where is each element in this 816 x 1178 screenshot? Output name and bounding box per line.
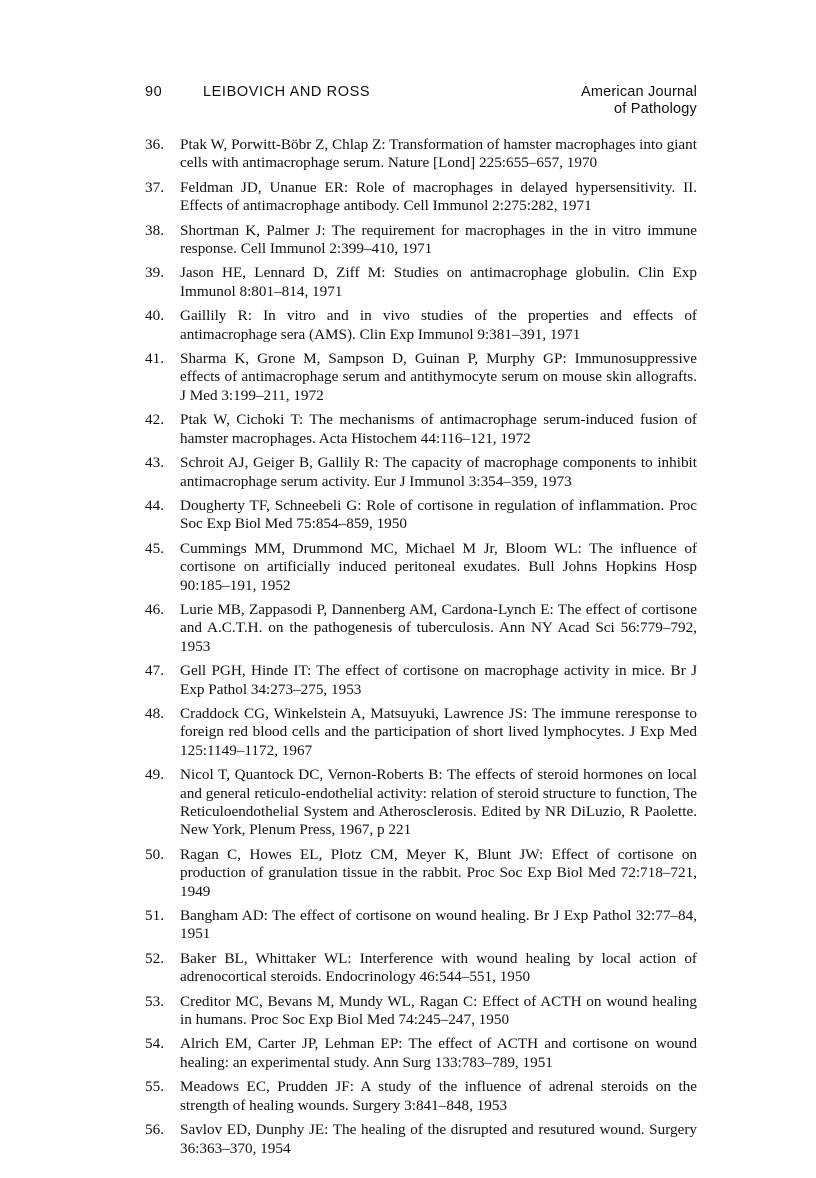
reference-item [145, 1035, 697, 1072]
reference-number: 51. [145, 907, 164, 925]
reference-text: Feldman JD, Unanue ER: Role of macrophages in delayed hypersensitivity. II. Effects of antimacrophage antibody. Cell Immunol 2:275:282, 1971 [180, 178, 697, 215]
reference-number: 43. [145, 454, 164, 472]
reference-number: 45. [145, 539, 164, 557]
reference-text: Savlov ED, Dunphy JE: The healing of the disrupted and resutured wound. Surgery 36:363–370, 1954 [180, 1121, 697, 1157]
reference-item [145, 540, 697, 595]
reference-text: Jason HE, Lennard D, Ziff M: Studies on antimacrophage globulin. Clin Exp Immunol 8:801–814, 1971 [180, 264, 697, 300]
reference-list [145, 136, 697, 1164]
reference-item [145, 705, 697, 760]
reference-text: Sharma K, Grone M, Sampson D, Guinan P, Murphy GP: Immunosuppressive effects of antimacrophage serum and antithymocyte serum on mouse skin allografts. J Med 3:199–211, 1972 [180, 350, 697, 404]
reference-item [145, 264, 697, 301]
reference-text: Ragan C, Howes EL, Plotz CM, Meyer K, Blunt JW: Effect of cortisone on production of granulation tissue in the rabbit. Proc Soc Exp Biol Med 72:718–721, 1949 [180, 845, 697, 900]
reference-number: 40. [145, 307, 164, 325]
reference-item [145, 222, 697, 259]
reference-text: Nicol T, Quantock DC, Vernon-Roberts B: The effects of steroid hormones on local and general reticulo-endothelial activity: relation of steroid structure to function, The Reticuloendothelial System and Atherosclerosis. Edited by NR DiLuzio, R Paolette. New York, Plenum Press, 1967, p 221 [180, 766, 697, 839]
reference-item [145, 950, 697, 987]
reference-item [145, 454, 697, 491]
reference-text: Ptak W, Cichoki T: The mechanisms of antimacrophage serum-induced fusion of hamster macrophages. Acta Histochem 44:116–121, 1972 [180, 411, 697, 447]
reference-item [145, 497, 697, 534]
reference-text: Gell PGH, Hinde IT: The effect of cortisone on macrophage activity in mice. Br J Exp Pathol 34:273–275, 1953 [180, 662, 697, 698]
page-header [145, 84, 697, 124]
page-number: 90 [145, 84, 163, 100]
reference-text: Dougherty TF, Schneebeli G: Role of cortisone in regulation of inflammation. Proc Soc Exp Biol Med 75:854–859, 1950 [180, 496, 697, 533]
reference-text: Bangham AD: The effect of cortisone on wound healing. Br J Exp Pathol 32:77–84, 1951 [180, 907, 697, 943]
reference-text: Ptak W, Porwitt-Böbr Z, Chlap Z: Transformation of hamster macrophages into giant cells with antimacrophage serum. Nature [Lond] 225:655–657, 1970 [180, 136, 697, 172]
reference-number: 53. [145, 992, 164, 1010]
reference-number: 46. [145, 600, 164, 618]
reference-number: 52. [145, 949, 164, 967]
reference-number: 56. [145, 1121, 164, 1139]
reference-number: 42. [145, 411, 164, 429]
reference-number: 38. [145, 221, 164, 239]
reference-text: Meadows EC, Prudden JF: A study of the influence of adrenal steroids on the strength of healing wounds. Surgery 3:841–848, 1953 [180, 1078, 697, 1114]
reference-text: Shortman K, Palmer J: The requirement for macrophages in the in vitro immune response. Cell Immunol 2:399–410, 1971 [180, 221, 697, 258]
reference-item [145, 1078, 697, 1115]
reference-number: 39. [145, 264, 164, 282]
reference-number: 47. [145, 662, 164, 680]
reference-number: 44. [145, 496, 164, 514]
reference-number: 41. [145, 350, 164, 368]
reference-number: 55. [145, 1078, 164, 1096]
reference-number: 48. [145, 704, 164, 722]
journal-name-line-1: American Journal [580, 84, 697, 100]
reference-text: Alrich EM, Carter JP, Lehman EP: The effect of ACTH and cortisone on wound healing: an experimental study. Ann Surg 133:783–789, 1951 [180, 1035, 697, 1071]
reference-text: Craddock CG, Winkelstein A, Matsuyuki, Lawrence JS: The immune reresponse to foreign red blood cells and the participation of short lived lymphocytes. J Exp Med 125:1149–1172, 1967 [180, 704, 697, 759]
reference-text: Gaillily R: In vitro and in vivo studies of the properties and effects of antimacrophage sera (AMS). Clin Exp Immunol 9:381–391, 1971 [180, 307, 697, 343]
journal-name-line-2: of Pathology [613, 101, 697, 117]
reference-item [145, 1121, 697, 1158]
reference-item [145, 350, 697, 405]
reference-number: 50. [145, 845, 164, 863]
reference-text: Lurie MB, Zappasodi P, Dannenberg AM, Cardona-Lynch E: The effect of cortisone and A.C.T.H. on the pathogenesis of tuberculosis. Ann NY Acad Sci 56:779–792, 1953 [180, 600, 697, 655]
reference-number: 36. [145, 136, 164, 153]
reference-text: Baker BL, Whittaker WL: Interference with wound healing by local action of adrenocortical steroids. Endocrinology 46:544–551, 1950 [180, 949, 697, 986]
reference-item [145, 662, 697, 699]
running-head-authors: LEIBOVICH AND ROSS [203, 84, 371, 100]
journal-name [581, 84, 697, 118]
reference-item [145, 907, 697, 944]
reference-number: 54. [145, 1035, 164, 1053]
reference-item [145, 179, 697, 216]
reference-text: Cummings MM, Drummond MC, Michael M Jr, Bloom WL: The influence of cortisone on artificially induced peritoneal exudates. Bull Johns Hopkins Hosp 90:185–191, 1952 [180, 539, 697, 594]
reference-item [145, 307, 697, 344]
reference-item [145, 846, 697, 901]
reference-item [145, 411, 697, 448]
reference-text: Schroit AJ, Geiger B, Gallily R: The capacity of macrophage components to inhibit antimacrophage serum activity. Eur J Immunol 3:354–359, 1973 [180, 454, 697, 490]
reference-item [145, 136, 697, 173]
reference-text: Creditor MC, Bevans M, Mundy WL, Ragan C: Effect of ACTH on wound healing in humans. Proc Soc Exp Biol Med 74:245–247, 1950 [180, 992, 697, 1029]
reference-number: 37. [145, 178, 164, 196]
reference-item [145, 601, 697, 656]
reference-item [145, 766, 697, 840]
reference-number: 49. [145, 766, 164, 784]
reference-item [145, 993, 697, 1030]
